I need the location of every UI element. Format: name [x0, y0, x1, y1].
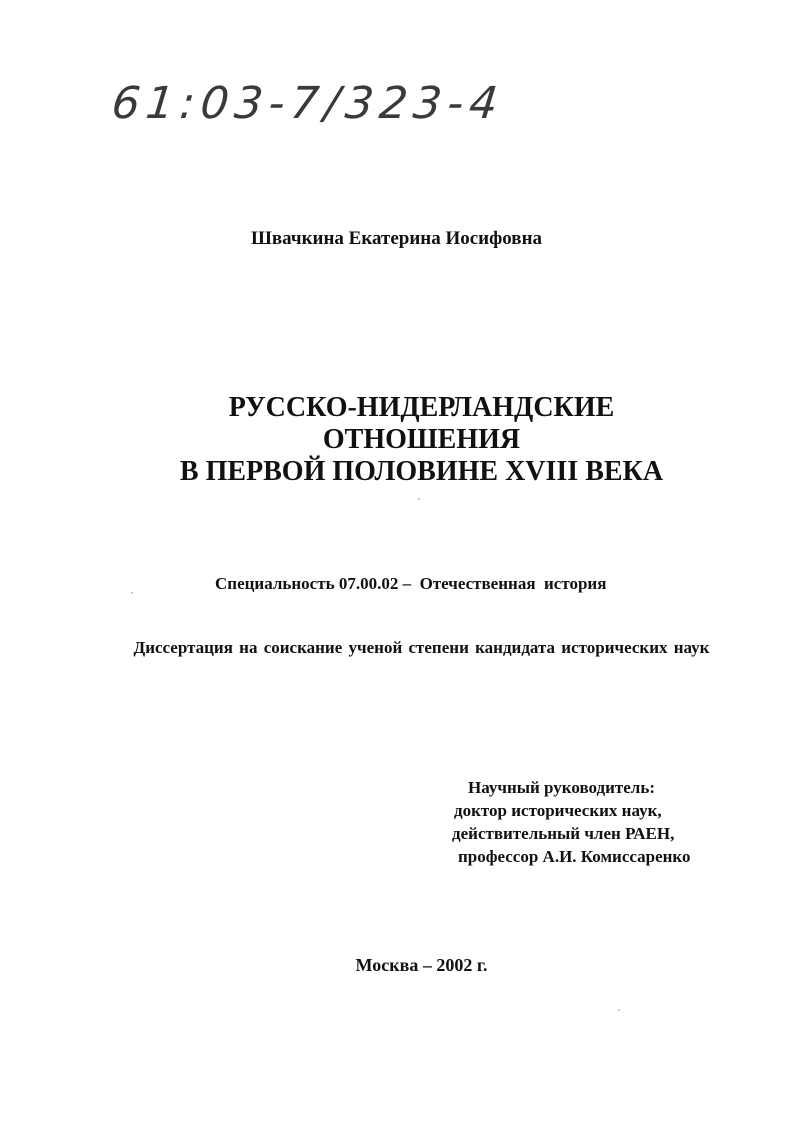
- supervisor-membership: действительный член РАЕН,: [452, 824, 675, 843]
- scan-speck: [418, 498, 420, 500]
- city-year: Москва – 2002 г.: [355, 955, 488, 975]
- title-line-1: РУССКО-НИДЕРЛАНДСКИЕ: [228, 392, 615, 423]
- author-name: Швачкина Екатерина Иосифовна: [250, 228, 543, 249]
- title-line-2: ОТНОШЕНИЯ: [322, 424, 521, 455]
- degree-statement: Диссертация на соискание ученой степени кандидата исторических наук: [133, 638, 710, 657]
- dissertation-title: [0, 392, 793, 488]
- scan-speck: [131, 592, 133, 594]
- supervisor-block: [450, 776, 691, 868]
- supervisor-name: профессор А.И. Комиссаренко: [458, 847, 691, 866]
- specialty-line: Специальность 07.00.02 – Отечественная история: [215, 574, 607, 593]
- supervisor-role: Научный руководитель:: [468, 778, 655, 797]
- handwritten-catalog-number: 61:03-7/323-4: [109, 78, 507, 129]
- supervisor-degree: доктор исторических наук,: [454, 801, 662, 820]
- title-line-3: В ПЕРВОЙ ПОЛОВИНЕ XVIII ВЕКА: [179, 456, 664, 487]
- scan-speck: [618, 1009, 620, 1011]
